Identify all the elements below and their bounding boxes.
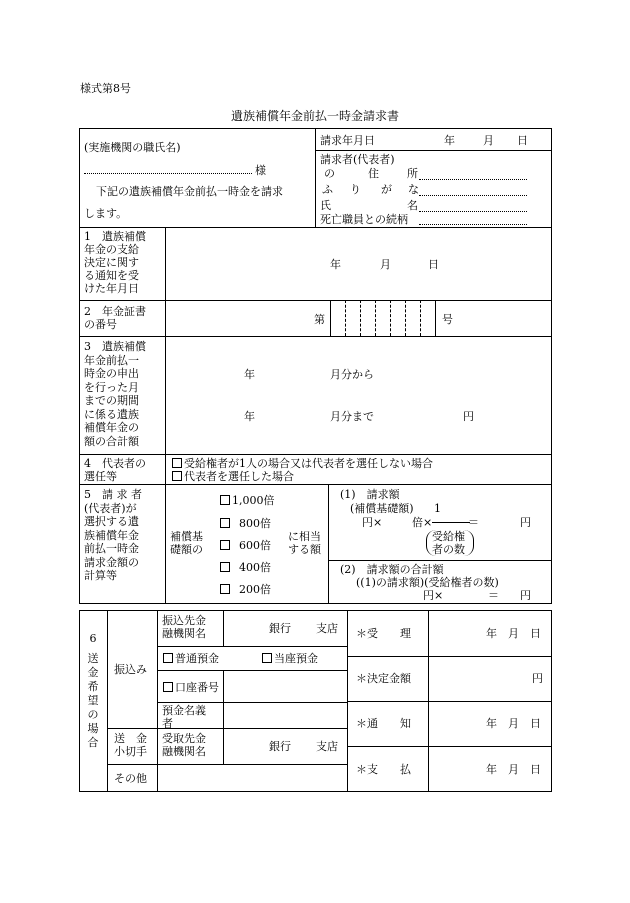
claimant-label: 請求者(代表者) xyxy=(320,153,395,166)
office-payment-label: ＊支 払 xyxy=(356,763,411,776)
office-payment-date: 年 月 日 xyxy=(486,763,541,776)
sama-label: 様 xyxy=(255,164,266,177)
institution-name-field[interactable] xyxy=(84,173,252,174)
other-label: その他 xyxy=(114,772,147,785)
row5-label: 5 請 求 者 (代表者)が 選択する遺 族補償年金 前払一時金 請求金額の 計算等 xyxy=(84,488,142,582)
row1-label: 1 遺族補償 年金の支給 決定に関す る通知を受 けた年月日 xyxy=(84,230,146,295)
equiv-label: に相当 する額 xyxy=(288,530,321,556)
request-text-line1: 下記の遺族補償年金前払一時金を請求 xyxy=(96,185,283,198)
check-label: 送 金 小切手 xyxy=(114,732,147,758)
base-amount-label: 補償基 礎額の xyxy=(170,530,203,556)
office-notice-date: 年 月 日 xyxy=(486,717,541,730)
account-name-label: 預金名義 者 xyxy=(162,704,206,730)
multiplier-600[interactable]: 600倍 xyxy=(220,539,271,552)
office-notice-label: ＊通 知 xyxy=(356,717,411,730)
office-amount-value: 円 xyxy=(532,672,543,685)
office-received-date: 年 月 日 xyxy=(486,627,541,640)
relation-field[interactable] xyxy=(419,224,527,225)
date-label: 請求年月日 xyxy=(320,134,375,147)
beneficiary-count-denom: 受給権 者の数 xyxy=(432,530,465,556)
checkbox-icon xyxy=(172,471,182,481)
office-amount-label: ＊決定金額 xyxy=(356,672,411,685)
row2-label: 2 年金証書 の番号 xyxy=(84,305,146,331)
relation-label: 死亡職員との続柄 xyxy=(320,213,408,226)
futsu-option[interactable]: 普通預金 xyxy=(163,652,219,665)
multiplier-800[interactable]: 800倍 xyxy=(220,517,271,530)
checkbox-icon xyxy=(172,458,182,468)
account-number-label[interactable]: 口座番号 xyxy=(163,681,219,694)
multiplier-1000[interactable]: 1,000倍 xyxy=(220,494,275,507)
multiplier-400[interactable]: 400倍 xyxy=(220,561,271,574)
multiplier-200[interactable]: 200倍 xyxy=(220,583,271,596)
form-number: 様式第8号 xyxy=(80,82,131,95)
row3-label: 3 遺族補償 年金前払一 時金の申出 を行った月 までの期間 に係る遺族 補償年金の 額の合計額 xyxy=(84,340,146,448)
office-received-label: ＊受 理 xyxy=(356,627,411,640)
request-text-line2: します。 xyxy=(84,207,128,220)
rep-option-2[interactable]: 代表者を選任した場合 xyxy=(172,470,294,483)
bank-label: 振込先金 融機関名 xyxy=(162,614,206,640)
toza-option[interactable]: 当座預金 xyxy=(262,652,318,665)
address-field[interactable] xyxy=(419,179,527,180)
rep-option-1[interactable]: 受給権者が1人の場合又は代表者を選任しない場合 xyxy=(172,457,433,470)
furikomi-label: 振込み xyxy=(114,663,147,676)
institution-label: (実施機関の職氏名) xyxy=(84,141,181,154)
recv-bank-label: 受取先金 融機関名 xyxy=(162,732,206,758)
page-title: 遺族補償年金前払一時金請求書 xyxy=(230,109,399,123)
row4-label: 4 代表者の 選任等 xyxy=(84,457,146,483)
name-field[interactable] xyxy=(419,211,527,212)
furigana-field[interactable] xyxy=(419,195,527,196)
section6-label: 6 送 金 希 望 の 場 合 xyxy=(87,632,99,749)
